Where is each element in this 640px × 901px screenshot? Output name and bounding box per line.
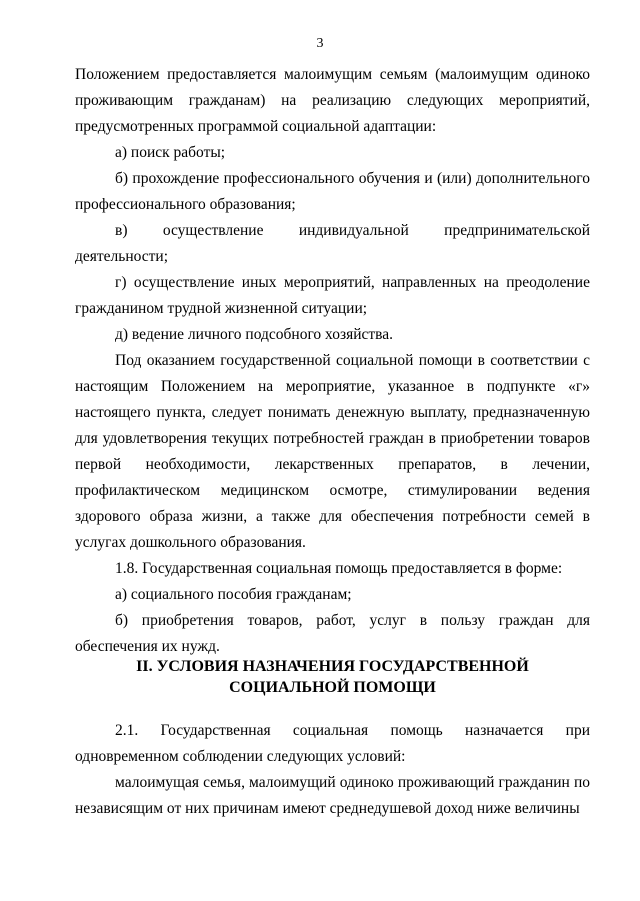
paragraph-item-v: в) осуществление индивидуальной предпринимательской деятельности; xyxy=(75,222,590,265)
paragraph-definition: Под оказанием государственной социальной помощи в соответствии с настоящим Положением на мероприятие, указанное в подпункте «г» настоящего пункта, следует понимать денежную выплату, предназначенную для удовлетворения текущих потребностей граждан в приобретении товаров первой необходимости, лекарственных препаратов, в лечении, профилактическом медицинском осмотре, стимулировании ведения здорового образа жизни, а также для обеспечения потребности семей в услугах дошкольного образования. xyxy=(75,352,590,551)
page-number: 3 xyxy=(316,36,324,51)
paragraph-form-b: б) приобретения товаров, работ, услуг в пользу граждан для обеспечения их нужд. xyxy=(75,612,590,655)
paragraph-2-1: 2.1. Государственная социальная помощь назначается при одновременном соблюдении следующих условий: xyxy=(75,722,590,765)
section1-body xyxy=(75,62,590,660)
paragraph-item-b: б) прохождение профессионального обучения и (или) дополнительного профессионального образования; xyxy=(75,170,590,213)
section-heading-line1: II. УСЛОВИЯ НАЗНАЧЕНИЯ ГОСУДАРСТВЕННОЙ xyxy=(136,658,529,675)
paragraph-condition: малоимущая семья, малоимущий одиноко проживающий гражданин по независящим от них причинам имеют среднедушевой доход ниже величины xyxy=(75,774,590,817)
paragraph-1-8: 1.8. Государственная социальная помощь предоставляется в форме: xyxy=(115,560,563,577)
paragraph-item-g: г) осуществление иных мероприятий, направленных на преодоление гражданином трудной жизненной ситуации; xyxy=(75,274,590,317)
paragraph-item-d: д) ведение личного подсобного хозяйства. xyxy=(115,326,394,343)
section2-body xyxy=(75,718,590,822)
section-heading-line2: СОЦИАЛЬНОЙ ПОМОЩИ xyxy=(229,679,436,696)
paragraph-item-a: а) поиск работы; xyxy=(115,144,226,161)
section-heading xyxy=(75,656,590,698)
paragraph-intro: Положением предоставляется малоимущим семьям (малоимущим одиноко проживающим гражданам) на реализацию следующих мероприятий, предусмотренных программой социальной адаптации: xyxy=(75,66,590,135)
paragraph-form-a: а) социального пособия гражданам; xyxy=(115,586,352,603)
